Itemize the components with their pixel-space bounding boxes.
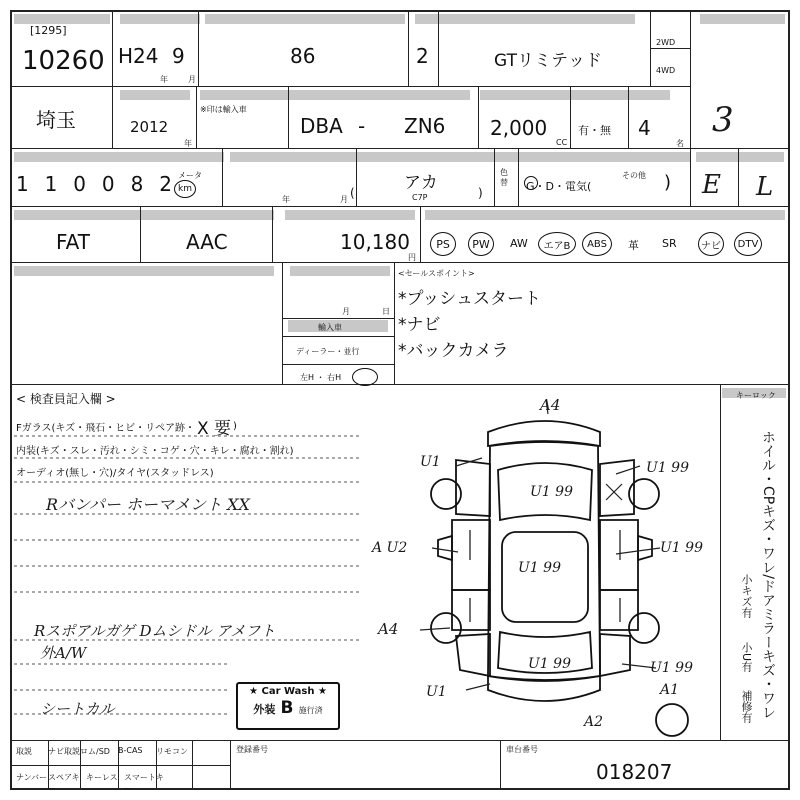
chassis-number: 018207 [596, 760, 673, 784]
chassis-number-label: 車台番号 [506, 745, 538, 754]
equip-aw: AW [510, 237, 528, 250]
mark-rear-a2: A2 [584, 714, 604, 730]
registration-year: H24 [118, 44, 159, 68]
note-seat: シートカル [40, 700, 115, 718]
color: アカ [404, 173, 438, 193]
glass-label: Fガラス(キズ・飛石・ヒビ・リペア跡・ [16, 423, 195, 434]
note-spoiler: Rスポアルガゲ Dムシドル アメフト [34, 622, 276, 640]
equip-leather: 革 [628, 239, 639, 252]
color-change: 色替 [500, 168, 508, 187]
interior-line: 内装(キズ・スレ・汚れ・シミ・コゲ・穴・キレ・腐れ・割れ) [16, 446, 294, 457]
type-dash: - [358, 114, 366, 138]
side-note-2: 小U有 [740, 642, 753, 673]
fuel-type: G・D・電気( [526, 180, 592, 193]
month-unit: 月 [340, 195, 348, 204]
drive-4wd: 4WD [656, 66, 676, 75]
recycle-fee: 10,180 [340, 230, 410, 254]
auction-score: 3 [712, 100, 734, 140]
equip-pw: PW [468, 232, 494, 256]
lot-number: 10260 [22, 46, 105, 76]
transmission: FAT [56, 230, 91, 254]
month-unit: 月 [188, 75, 196, 84]
seats-unit: 名 [676, 139, 684, 148]
side-note-3: 補修有 [740, 690, 753, 723]
equip-dtv: DTV [734, 232, 762, 256]
mark-rear-right: U1 99 [650, 660, 693, 676]
mark-rear-a1: A1 [660, 682, 680, 698]
inspector-title: < 検査員記入欄 > [16, 392, 116, 406]
chassis-code: ZN6 [404, 114, 446, 138]
mark-left-side: A U2 [372, 540, 408, 556]
paren-open: ( [350, 186, 355, 200]
note-rear-bumper: Rバンパー ホーマメント XX [46, 495, 250, 514]
door-count: 2 [416, 44, 429, 68]
mileage-digit: 1 [16, 172, 29, 196]
sales-point: *プッシュスタート [398, 289, 541, 309]
glass-mark: X 要 [196, 419, 232, 439]
equip-ps: PS [430, 232, 456, 256]
lot-bracket: [1295] [30, 24, 67, 37]
grade: GTリミテッド [494, 51, 602, 71]
color-code: C7P [412, 193, 428, 202]
mileage-digit: 8 [130, 172, 144, 196]
doc-smart-key: スマートキー [124, 773, 164, 793]
mileage-digit: 0 [101, 172, 115, 196]
paren-close: ) [478, 186, 483, 200]
fuel-other: その他 [622, 171, 646, 180]
sales-point: *ナビ [398, 315, 441, 335]
seats: 4 [638, 116, 651, 140]
car-wash-grade: B [280, 698, 294, 718]
mark-front-left: U1 [420, 454, 441, 470]
doc-spare-key: スペアキー [48, 773, 80, 793]
mark-front-right: U1 99 [646, 460, 689, 476]
car-wash-title: ★ Car Wash ★ [249, 686, 327, 697]
sales-header: <セールスポイント> [398, 269, 475, 278]
mark-rear-left: U1 [426, 684, 447, 700]
mark-roof: U1 99 [518, 560, 561, 576]
doc-remote: リモコン [156, 747, 188, 756]
interior-grade: L [756, 172, 774, 202]
yen-unit: 円 [408, 253, 416, 262]
cc-unit: CC [556, 138, 568, 147]
mileage-digit: 1 [44, 172, 58, 196]
keylock-label: キーロック [736, 391, 776, 400]
doc-number-plate: ナンバー [16, 773, 48, 782]
model-name: 86 [290, 44, 316, 68]
turbo: 有・無 [578, 124, 611, 137]
import-type: ディーラー・並行 [296, 347, 360, 356]
doc-navi-manual: ナビ取説 [48, 747, 80, 756]
sales-point: *バックカメラ [398, 341, 509, 361]
registration-month: 9 [172, 44, 185, 68]
docs-row-b [16, 772, 230, 794]
docs-row-a [16, 746, 230, 757]
import-note: ※印は輸入車 [200, 105, 247, 114]
car-wash-prefix: 外装 [253, 703, 276, 716]
doc-rom-sd: ロム/SD [80, 747, 110, 756]
note-outer-aw: 外A/W [40, 644, 87, 662]
mark-front-bumper: A4 [540, 396, 561, 414]
prefecture: 埼玉 [36, 108, 76, 132]
km-circle: km [174, 180, 196, 198]
mileage-digit: 2 [159, 172, 172, 196]
equip-abs: ABS [582, 232, 612, 256]
equip-airbag: エアB [538, 232, 576, 256]
doc-manual: 取説 [16, 747, 32, 756]
side-vertical-text: ホイル・CPキズ・ワレ/ドアミラーキズ・ワレ [760, 430, 776, 719]
exterior-grade: E [702, 170, 721, 200]
steering: 左H ・ 右H [300, 373, 342, 382]
aircon: AAC [186, 230, 228, 254]
model-year: 2012 [130, 118, 169, 136]
car-wash-suffix: 施行済 [298, 706, 323, 715]
equip-sunroof: SR [662, 237, 677, 250]
mark-left-rear: A4 [378, 620, 399, 638]
mark-right-side: U1 99 [660, 540, 703, 556]
day-label: 日 [382, 307, 390, 316]
registration-number-label: 登録番号 [236, 745, 268, 754]
meter-label: メータ [178, 171, 202, 180]
equip-navi: ナビ [698, 232, 724, 256]
side-note-1: 小キズ有 [740, 574, 753, 618]
month-label: 月 [342, 307, 350, 316]
mark-hood: U1 99 [530, 484, 573, 500]
year-suffix: 年 [184, 139, 192, 148]
mark-trunk: U1 99 [528, 656, 571, 672]
year-unit: 年 [282, 195, 290, 204]
mileage-digit: 0 [73, 172, 87, 196]
glass-close: ) [233, 421, 237, 432]
doc-bcas: B-CAS [118, 746, 143, 755]
fuel-close: ) [664, 172, 672, 193]
doc-keyless: キーレス [86, 773, 118, 782]
drive-2wd: 2WD [656, 38, 676, 47]
import-header: 輸入車 [318, 323, 342, 332]
year-unit: 年 [160, 75, 168, 84]
displacement: 2,000 [490, 116, 548, 140]
audio-tire-line: オーディオ(無し・穴)/タイヤ(スタッドレス) [16, 468, 214, 479]
type-prefix: DBA [300, 114, 343, 138]
